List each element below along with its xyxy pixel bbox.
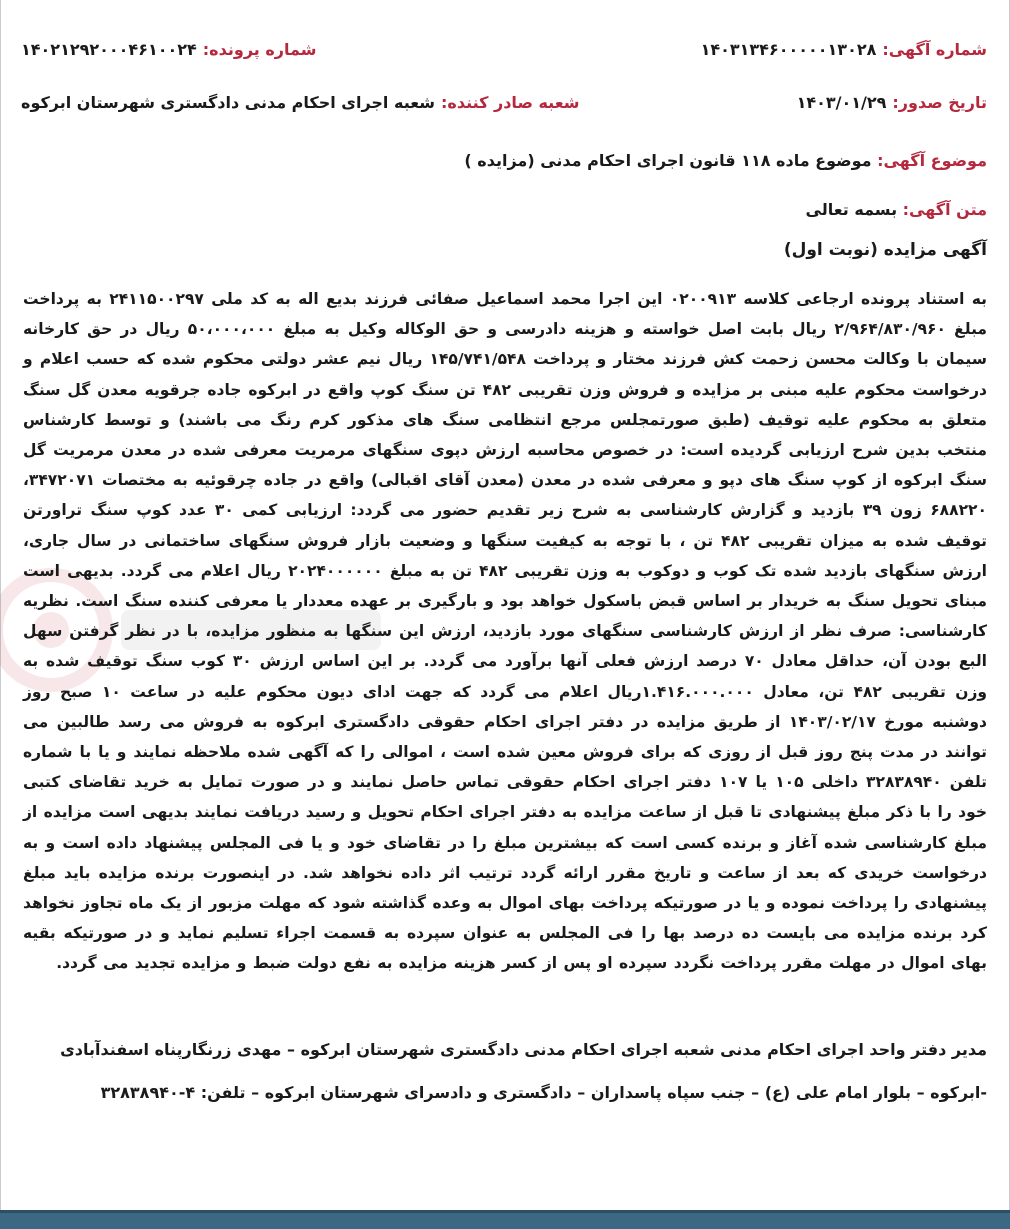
issue-date <box>797 93 987 112</box>
notice-subject <box>23 151 987 170</box>
case-number-label: شماره پرونده: <box>202 40 317 59</box>
issuing-branch <box>21 93 579 112</box>
subject-value: موضوع ماده ۱۱۸ قانون اجرای احکام مدنی (مزایده ) <box>464 151 872 170</box>
meta-row-top <box>21 40 987 59</box>
notice-number-label: شماره آگهی: <box>882 40 987 59</box>
meta-row-second <box>21 93 987 112</box>
footer-address: -ابرکوه – بلوار امام علی (ع) – جنب سپاه پاسداران – دادگستری و دادسرای شهرستان ابرکوه – تلفن: ۴-۳۲۸۳۸۹۴۰ <box>100 1083 987 1102</box>
case-number <box>21 40 316 59</box>
notice-body-title <box>23 200 987 219</box>
notice-number-value: ۱۴۰۳۱۳۴۶۰۰۰۰۰۱۳۰۲۸ <box>700 40 877 59</box>
issue-date-label: تاریخ صدور: <box>892 93 987 112</box>
notice-body-text: به استناد پرونده ارجاعی کلاسه ۰۲۰۰۹۱۳ این اجرا محمد اسماعیل صفائی فرزند بدیع اله به کد ملی ۲۴۱۱۵۰۰۲۹۷ به پرداخت مبلغ ۲/۹۶۴/۸۳۰/۹۶۰ ریال بابت اصل خواسته و هزینه دادرسی و حق الوکاله وکیل به مبلغ ۵۰،۰۰۰،۰۰۰ ریال در حق کارخانه سیمان با وکالت محسن زحمت کش فرزند مختار و پرداخت ۱۴۵/۷۴۱/۵۴۸ ریال نیم عشر دولتی محکوم شده که حسب اعلام و درخواست محکوم علیه مبنی بر مزایده و فروش وزن تقریبی ۴۸۲ تن سنگ کوپ واقع در ابرکوه جاده جرقویه معدن گل سنگ متعلق به محکوم علیه توقیف (طبق صورتمجلس مرجع انتظامی سنگ های مذکور کرم رنگ می باشند) و توسط کارشناس منتخب بدین شرح ارزیابی گردیده است: در خصوص محاسبه ارزش دپوی سنگهای مرمریت معرفی شده در معدن مرمریت گل سنگ ابرکوه از کوپ سنگ های دپو و معرفی شده در معدن (معدن آقای اقبالی) واقع در جاده چرقوئیه به مختصات ۳۴۷۲۰۷۱، ۶۸۸۲۲۰ زون ۳۹ بازدید و گزارش کارشناسی به شرح زیر تقدیم حضور می گردد: ارزیابی کمی ۳۰ عدد کوپ سنگ تراورتن توقیف شده به میزان تقریبی ۴۸۲ تن ، با توجه به کیفیت سنگها و وضعیت بازار فروش سنگهای ساختمانی در سال جاری، ارزش سنگهای بازدید شده تک کوب و دوکوب به وزن تقریبی ۴۸۲ تن به مبلغ ۲۰۲۴۰۰۰۰۰۰ ریال اعلام می گردد. بدیهی است مبنای تحویل سنگ به خریدار بر اساس قبض باسکول خواهد بود و بارگیری بر عهده معددار یا معرفی کننده سنگ است. نظریه کارشناسی: صرف نظر از ارزش کارشناسی سنگهای مورد بازدید، ارزش این سنگها به منظور مزایده، با در نظر گرفتن سهل البع بودن آن، حداقل معادل ۷۰ درصد ارزش فعلی آنها برآورد می گردد. بر این اساس ارزش ۳۰ کوب سنگ توقیف شده به وزن تقریبی ۴۸۲ تن، معادل ۱.۴۱۶.۰۰۰.۰۰۰ریال اعلام می گردد که جهت ادای دیون محکوم علیه در ساعت ۱۰ صبح روز دوشنبه مورخ ۱۴۰۳/۰۲/۱۷ از طریق مزایده در دفتر اجرای احکام حقوقی دادگستری ابرکوه به فروش می رسد طالبین می توانند در مدت پنج روز قبل از روزی که برای فروش معین شده است ، اموالی را که آگهی شده ملاحظه نمایند و یا با شماره تلفن ۳۲۸۳۸۹۴۰ داخلی ۱۰۵ یا ۱۰۷ دفتر اجرای احکام حقوقی تماس حاصل نمایند و در صورت تمایل به خرید تقاضای کتبی خود را با ذکر مبلغ پیشنهادی تا قبل از ساعت مزایده به دفتر اجرای احکام تحویل و رسید دریافت نمایند بدیهی است مزایده از مبلغ کارشناسی شده آغاز و برنده کسی است که بیشترین مبلغ را در تقاضای خود و یا فی المجلس پیشنهاد داده است و به درخواست خریدی که بعد از ساعت و تاریخ مقرر ارائه گردد ترتیب اثر داده نخواهد شد. در اینصورت برنده مزایده باید مبلغ پیشنهادی را پرداخت نموده و یا در صورتیکه پرداخت بهای اموال به وعده گذاشته شود که مهلت مزبور از یک ماه تجاوز نخواهد کرد برنده مزایده می بایست ده درصد بها را فی المجلس به عنوان سپرده به قسمت اجراء تسلیم نماید و در صورتیکه بقیه بهای اموال در مهلت مقرر پرداخت نگردد سپرده او پس از کسر هزینه مزایده به نفع دولت ضبط و مزایده تجدید می گردد. <box>23 290 988 973</box>
bottom-bar <box>0 1210 1010 1229</box>
notice-number <box>701 40 987 59</box>
body-opening: بسمه تعالی <box>805 200 898 219</box>
footer-signature: مدیر دفتر واحد اجرای احکام مدنی شعبه اجرای احکام مدنی دادگستری شهرستان ابرکوه – مهدی زرنگارپناه اسفندآبادی <box>60 1040 987 1059</box>
body-label: متن آگهی: <box>902 200 987 219</box>
issuing-branch-label: شعبه صادر کننده: <box>440 93 580 112</box>
issuing-branch-value: شعبه اجرای احکام مدنی دادگستری شهرستان ابرکوه <box>21 93 435 112</box>
auction-heading: آگهی مزایده (نوبت اول) <box>783 240 987 260</box>
subject-label: موضوع آگهی: <box>877 151 987 170</box>
issue-date-value: ۱۴۰۳/۰۱/۲۹ <box>796 93 887 112</box>
case-number-value: ۱۴۰۲۱۲۹۲۰۰۰۴۶۱۰۰۲۴ <box>21 40 197 59</box>
